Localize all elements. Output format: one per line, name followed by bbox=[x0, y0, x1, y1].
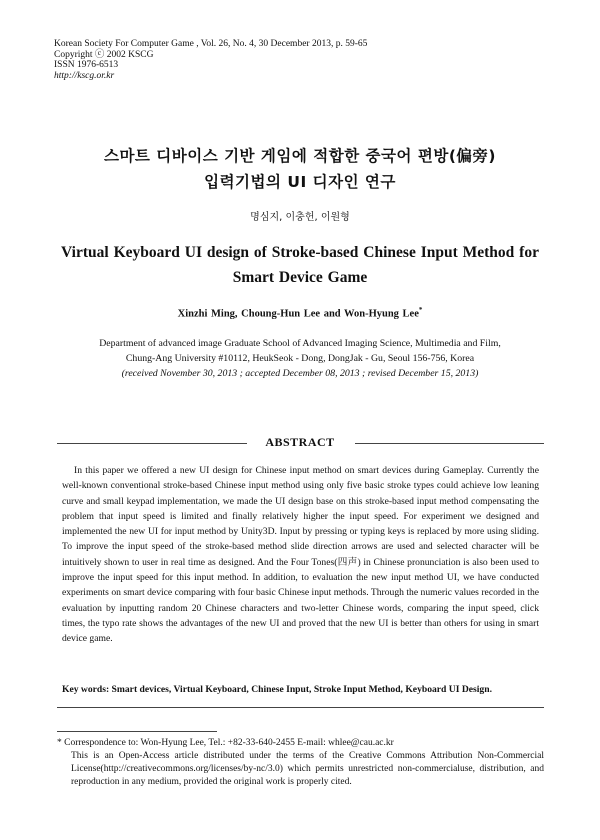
keywords-divider bbox=[57, 707, 544, 708]
abstract-heading: ABSTRACT bbox=[265, 435, 335, 449]
korean-title-line1: 스마트 디바이스 기반 게임에 적합한 중국어 편방(偏旁) bbox=[103, 147, 496, 165]
affiliation-line1: Department of advanced image Graduate School of Advanced Imaging Science, Multimedia and Film, bbox=[99, 338, 501, 349]
abstract-text: In this paper we offered a new UI design for Chinese input method on smart devices during Gameplay. Currently the well-known conventional stroke-based Chinese input method using only five basic stroke types could achieve low leaning curve and small keypad implementation, we made the UI design base on this stroke-based input method compensating the problem that input speed is limited and finally relatively higher the input speed. For experiment we designed and implemented the new UI for input method by Unity3D. Input by pressing or typing keys is replaced by more using sliding. To improve the input speed of the stroke-based method slide direction arrows are used and selected character will be intuitively shown to user in real time as designed. And the Four Tones(四声) in Chinese pronunciation is also been used to improve the input speed for this input method. In addition, to evaluation the new input method UI, we have conducted experiments on smart device comparing with four basic Chinese input methods. Through the numeric values recorded in the evaluation by inputting random 20 Chinese characters and two-letter Chinese words, comparing the input speed, click times, the typo rate shows the advantages of the new UI and proved that the new UI is better than others for using in smart device game. bbox=[62, 465, 539, 645]
issn-line: ISSN 1976-6513 bbox=[54, 60, 119, 70]
korean-title bbox=[0, 143, 600, 195]
journal-line: Korean Society For Computer Game , Vol. 26, No. 4, 30 December 2013, p. 59-65 bbox=[54, 39, 368, 49]
keywords: Key words: Smart devices, Virtual Keyboard, Chinese Input, Stroke Input Method, Keyboard UI Design. bbox=[62, 684, 492, 695]
submission-dates: (received November 30, 2013 ; accepted December 08, 2013 ; revised December 15, 2013) bbox=[121, 368, 479, 379]
korean-authors: 명심지, 이충헌, 이원형 bbox=[250, 212, 350, 223]
copyright-line: Copyright ⓒ 2002 KSCG bbox=[54, 49, 154, 60]
english-authors-text: Xinzhi Ming, Choung-Hun Lee and Won-Hyung Lee bbox=[177, 308, 419, 320]
license-note: This is an Open-Access article distributed under the terms of the Creative Commons Attribution Non-Commercial License(http://creativecommons.org/licenses/by-nc/3.0) which permits unrestricted non-commercialuse, distribution, and reproduction in any medium, provided the original work is properly cited. bbox=[71, 751, 544, 787]
korean-title-line2: 입력기법의 UI 디자인 연구 bbox=[204, 173, 396, 191]
english-title-line2: Smart Device Game bbox=[232, 269, 368, 286]
corresponding-author-mark: * bbox=[418, 306, 423, 314]
affiliation bbox=[0, 336, 600, 381]
affiliation-line2: Chung-Ang University #10112, HeukSeok - Dong, DongJak - Gu, Seoul 156-756, Korea bbox=[125, 353, 475, 364]
journal-url: http://kscg.or.kr bbox=[54, 70, 115, 81]
abstract-rule-right bbox=[355, 443, 544, 444]
english-title bbox=[0, 240, 600, 290]
english-authors bbox=[0, 306, 600, 320]
footnote-rule bbox=[57, 731, 217, 732]
journal-header bbox=[54, 39, 367, 81]
footnote bbox=[57, 737, 544, 789]
correspondence-note: * Correspondence to: Won-Hyung Lee, Tel.: +82-33-640-2455 E-mail: whlee@cau.ac.kr bbox=[57, 738, 394, 748]
english-title-line1: Virtual Keyboard UI design of Stroke-based Chinese Input Method for bbox=[61, 244, 539, 261]
